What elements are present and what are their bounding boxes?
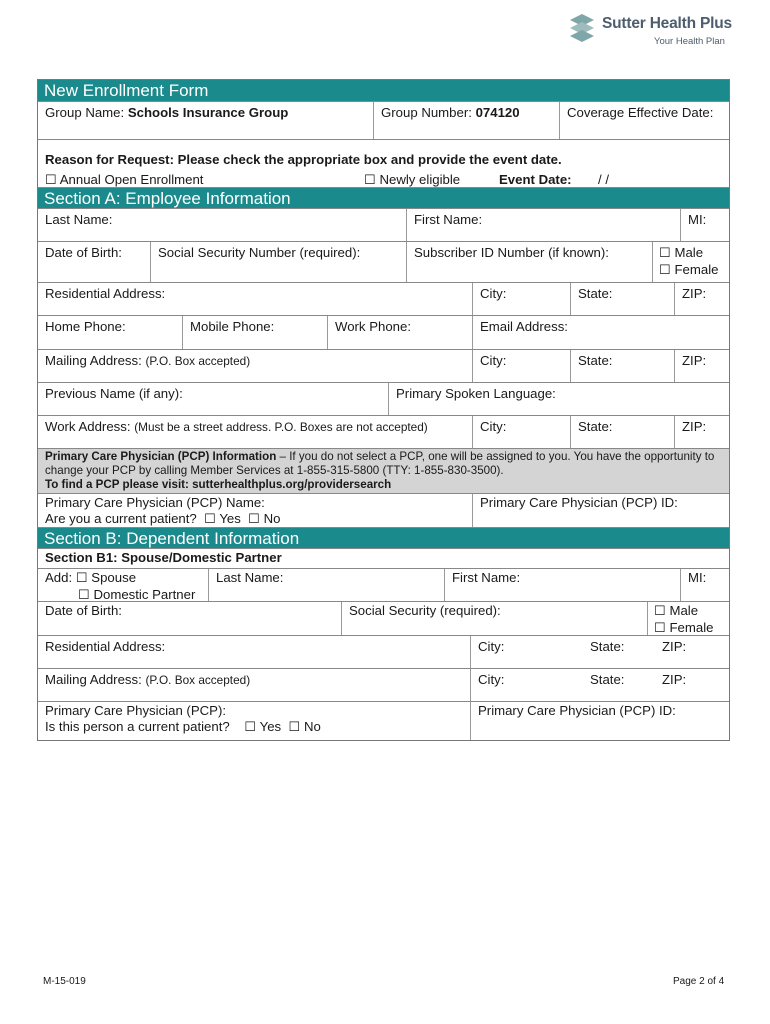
employee-pcp-id-field[interactable]: Primary Care Physician (PCP) ID: (472, 494, 729, 527)
coverage-effective-date-field[interactable]: Coverage Effective Date: (559, 102, 729, 139)
form-title: New Enrollment Form (38, 80, 729, 101)
logo-tagline: Your Health Plan (654, 36, 725, 47)
employee-work-address-row (38, 415, 729, 448)
event-date-field[interactable]: / / (598, 172, 609, 187)
employee-name-row (38, 208, 729, 241)
employee-female-checkbox[interactable]: ☐ Female (659, 262, 719, 277)
employee-ssn-field[interactable]: Social Security Number (required): (150, 242, 406, 282)
employee-previous-name-row (38, 382, 729, 415)
spouse-residential-address-field[interactable]: Residential Address: (45, 639, 166, 654)
employee-male-checkbox[interactable]: ☐ Male (659, 245, 704, 260)
reason-heading: Reason for Request: Please check the appropriate box and provide the event date. (45, 152, 562, 167)
form-code: M-15-019 (43, 976, 86, 987)
reason-row (38, 139, 729, 187)
employee-mail-city-field[interactable]: City: (472, 350, 570, 382)
spouse-mail-zip-field[interactable]: ZIP: (662, 672, 687, 687)
employee-first-name-field[interactable]: First Name: (406, 209, 680, 241)
employee-patient-no-checkbox[interactable]: ☐ No (248, 511, 281, 526)
pcp-search-link[interactable]: To find a PCP please visit: sutterhealthplus.org/providersearch (45, 478, 392, 491)
employee-gender (652, 242, 729, 282)
email-address-field[interactable]: Email Address: (472, 316, 729, 349)
employee-mail-state-field[interactable]: State: (570, 350, 674, 382)
group-row (38, 101, 729, 139)
home-phone-field[interactable]: Home Phone: (45, 319, 126, 334)
spouse-dob-field[interactable]: Date of Birth: (45, 603, 122, 618)
spouse-patient-no-checkbox[interactable]: ☐ No (288, 719, 321, 734)
work-zip-field[interactable]: ZIP: (674, 416, 729, 448)
spouse-current-patient: Is this person a current patient? ☐ Yes ☐ No (45, 719, 321, 734)
employee-mi-field[interactable]: MI: (680, 209, 729, 241)
logo-mark-icon (566, 12, 598, 46)
pcp-information-text: Primary Care Physician (PCP) Information – If you do not select a PCP, one will be assigned to you. You have the opportunity to change your PCP by calling Member Services at 1-855-315-5800 (TTY: 1-855-830-3500). To find a PCP please visit: sutterhealthplus.org/providersearch (45, 450, 715, 491)
spouse-patient-yes-checkbox[interactable]: ☐ Yes (244, 719, 282, 734)
employee-dob-row (38, 241, 729, 282)
spouse-pcp-name-field[interactable]: Primary Care Physician (PCP): (45, 703, 226, 718)
employee-pcp-name-field[interactable]: Primary Care Physician (PCP) Name: (45, 495, 265, 510)
spouse-checkbox[interactable]: ☐ Spouse (75, 570, 137, 585)
spouse-mi-field[interactable]: MI: (680, 569, 729, 601)
work-phone-field[interactable]: Work Phone: (327, 316, 472, 349)
employee-pcp-row (38, 493, 729, 527)
pcp-information-band (38, 448, 729, 493)
primary-spoken-language-field[interactable]: Primary Spoken Language: (388, 383, 729, 415)
work-city-field[interactable]: City: (472, 416, 570, 448)
work-state-field[interactable]: State: (570, 416, 674, 448)
spouse-female-checkbox[interactable]: ☐ Female (654, 620, 714, 635)
employee-res-zip-field[interactable]: ZIP: (674, 283, 729, 315)
page-number: Page 2 of 4 (673, 976, 725, 987)
employee-phone-row (38, 315, 729, 349)
enrollment-form (37, 79, 730, 741)
spouse-name-row (38, 568, 729, 601)
employee-mailing-row (38, 349, 729, 382)
spouse-ssn-field[interactable]: Social Security (required): (341, 602, 647, 635)
subscriber-id-field[interactable]: Subscriber ID Number (if known): (406, 242, 652, 282)
employee-pcp-name (38, 494, 472, 527)
annual-open-enrollment-checkbox[interactable]: ☐ Annual Open Enrollment (45, 172, 204, 187)
previous-name-field[interactable]: Previous Name (if any): (45, 386, 183, 401)
spouse-res-state-field[interactable]: State: (590, 639, 625, 654)
work-address-field[interactable]: Work Address: (Must be a street address. P.O. Boxes are not accepted) (45, 419, 428, 434)
group-number-field[interactable]: Group Number: 074120 (373, 102, 559, 139)
sutter-health-plus-logo (566, 12, 736, 52)
employee-residential-address-field[interactable]: Residential Address: (45, 286, 166, 301)
spouse-pcp-id-field[interactable]: Primary Care Physician (PCP) ID: (470, 702, 729, 740)
employee-last-name-field[interactable]: Last Name: (45, 212, 113, 227)
employee-dob-field[interactable]: Date of Birth: (45, 245, 122, 260)
section-b1-title: Section B1: Spouse/Domestic Partner (45, 550, 282, 565)
event-date-label: Event Date: (499, 172, 572, 187)
employee-res-state-field[interactable]: State: (570, 283, 674, 315)
spouse-male-checkbox[interactable]: ☐ Male (654, 603, 699, 618)
domestic-partner-checkbox[interactable]: ☐ Domestic Partner (78, 587, 196, 602)
employee-current-patient: Are you a current patient? ☐ Yes ☐ No (45, 511, 281, 526)
spouse-mailing-row (38, 668, 729, 701)
employee-mailing-address-field[interactable]: Mailing Address: (P.O. Box accepted) (45, 353, 251, 368)
section-b-title: Section B: Dependent Information (38, 527, 729, 548)
logo-name: Sutter Health Plus (602, 15, 732, 32)
section-a-title: Section A: Employee Information (38, 187, 729, 208)
newly-eligible-checkbox[interactable]: ☐ Newly eligible (364, 172, 461, 187)
spouse-mailing-address-field[interactable]: Mailing Address: (P.O. Box accepted) (45, 672, 251, 687)
employee-mail-zip-field[interactable]: ZIP: (674, 350, 729, 382)
spouse-dob-row (38, 601, 729, 635)
section-b1-row (38, 548, 729, 568)
spouse-res-zip-field[interactable]: ZIP: (662, 639, 687, 654)
employee-patient-yes-checkbox[interactable]: ☐ Yes (204, 511, 241, 526)
spouse-add-options: Add: ☐ Spouse ☐ Domestic Partner (38, 569, 208, 601)
mobile-phone-field[interactable]: Mobile Phone: (182, 316, 327, 349)
spouse-gender (647, 602, 729, 635)
group-name-field[interactable]: Group Name: Schools Insurance Group (45, 105, 289, 120)
spouse-mail-city-field[interactable]: City: (470, 669, 583, 701)
spouse-res-address-row (38, 635, 729, 668)
spouse-res-city-field[interactable]: City: (470, 636, 583, 668)
employee-res-address-row (38, 282, 729, 315)
spouse-mail-state-field[interactable]: State: (590, 672, 625, 687)
spouse-pcp (38, 702, 470, 740)
spouse-first-name-field[interactable]: First Name: (444, 569, 680, 601)
spouse-pcp-row (38, 701, 729, 740)
spouse-last-name-field[interactable]: Last Name: (208, 569, 444, 601)
employee-res-city-field[interactable]: City: (472, 283, 570, 315)
